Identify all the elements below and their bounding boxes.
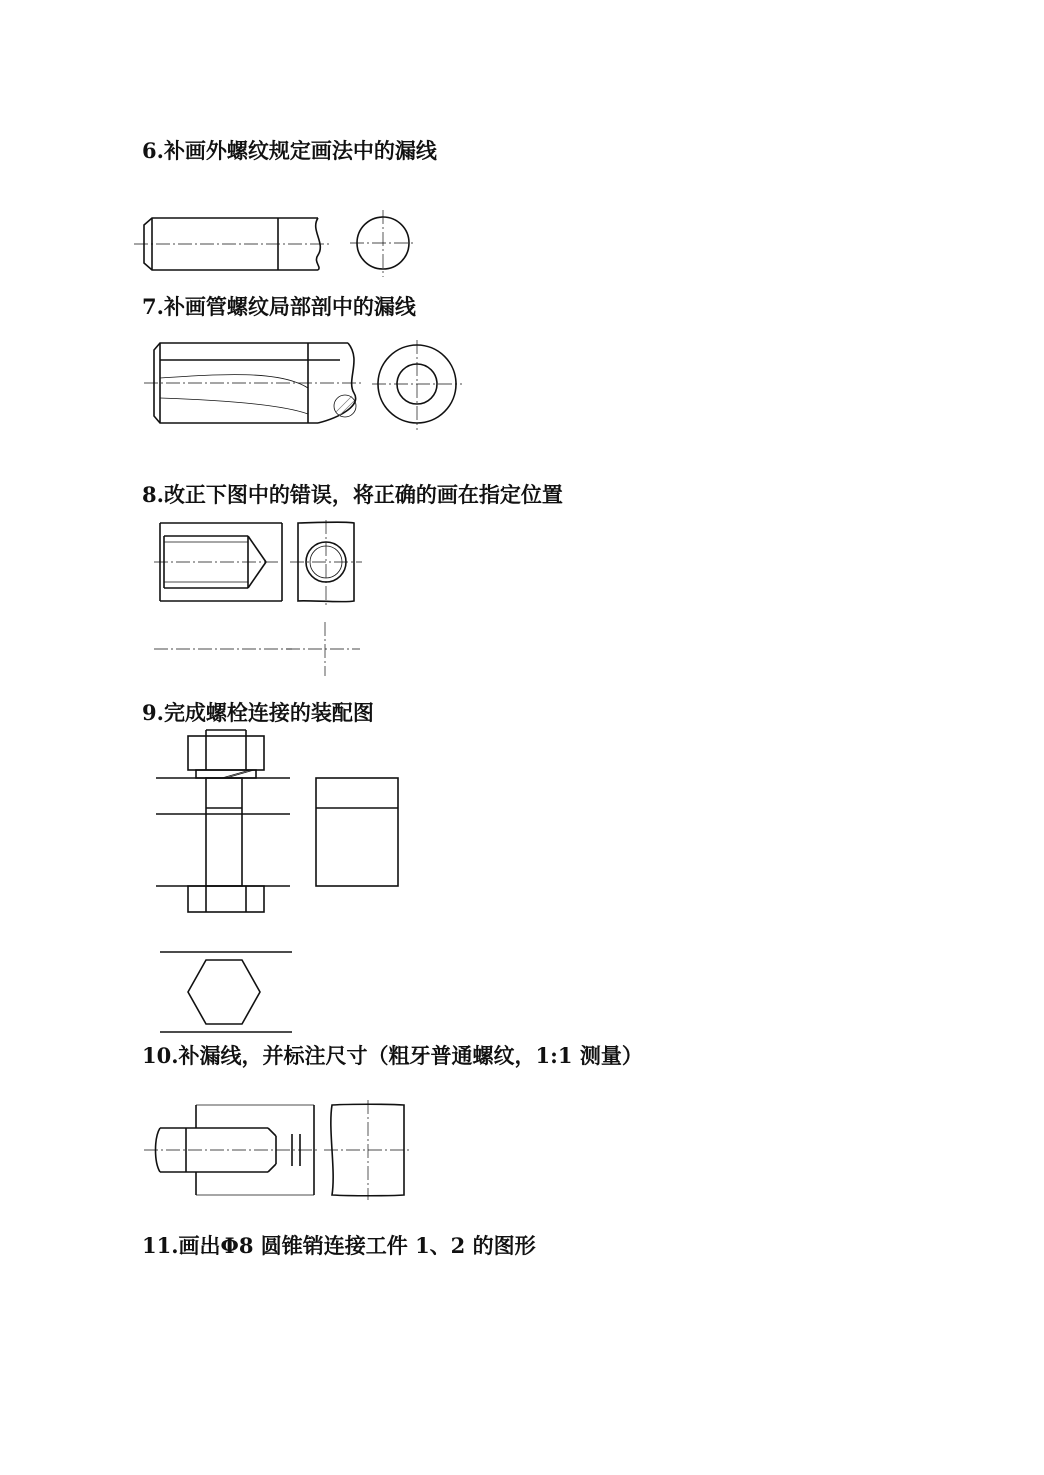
question-10-title xyxy=(142,1043,643,1069)
threaded-shaft-end-view xyxy=(350,210,416,277)
figure-7-pipe-thread-section xyxy=(140,338,480,433)
bolt-assembly-side-view xyxy=(316,778,398,886)
bolt-assembly-front-view xyxy=(156,730,290,912)
blind-hole-side-view xyxy=(290,520,362,606)
question-text: 画出Φ8 圆锥销连接工件 1、2 的图形 xyxy=(178,1233,536,1258)
figure-10-stud-missing-lines xyxy=(140,1100,420,1200)
question-7-title xyxy=(142,294,416,320)
question-number: 11. xyxy=(142,1233,179,1258)
question-number: 9. xyxy=(142,700,164,725)
pipe-thread-end-view xyxy=(372,340,462,430)
figure-6-external-thread xyxy=(130,205,430,285)
question-6-title xyxy=(142,138,437,164)
question-number: 6. xyxy=(142,138,164,163)
bolt-assembly-top-view xyxy=(160,952,292,1032)
question-number: 10. xyxy=(142,1043,179,1068)
question-text: 补画管螺纹局部剖中的漏线 xyxy=(163,294,416,319)
question-text: 改正下图中的错误，将正确的画在指定位置 xyxy=(163,482,563,507)
answer-area-centerlines xyxy=(154,622,360,676)
blind-hole-section-view xyxy=(154,523,282,601)
stud-section-view xyxy=(144,1105,320,1195)
question-9-title xyxy=(142,700,374,726)
question-text: 完成螺栓连接的装配图 xyxy=(163,700,374,725)
stud-side-view xyxy=(324,1100,412,1200)
question-number: 7. xyxy=(142,294,164,319)
question-text: 补画外螺纹规定画法中的漏线 xyxy=(163,138,437,163)
figure-9-bolt-assembly xyxy=(150,728,420,1038)
threaded-shaft-front-view xyxy=(134,218,330,270)
question-11-title xyxy=(142,1233,536,1259)
question-number: 8. xyxy=(142,482,164,507)
figure-8-error-correction xyxy=(150,518,370,683)
question-text: 补漏线，并标注尺寸（粗牙普通螺纹，1:1 测量） xyxy=(178,1043,643,1068)
question-8-title xyxy=(142,482,563,508)
pipe-thread-front-view xyxy=(144,343,362,423)
